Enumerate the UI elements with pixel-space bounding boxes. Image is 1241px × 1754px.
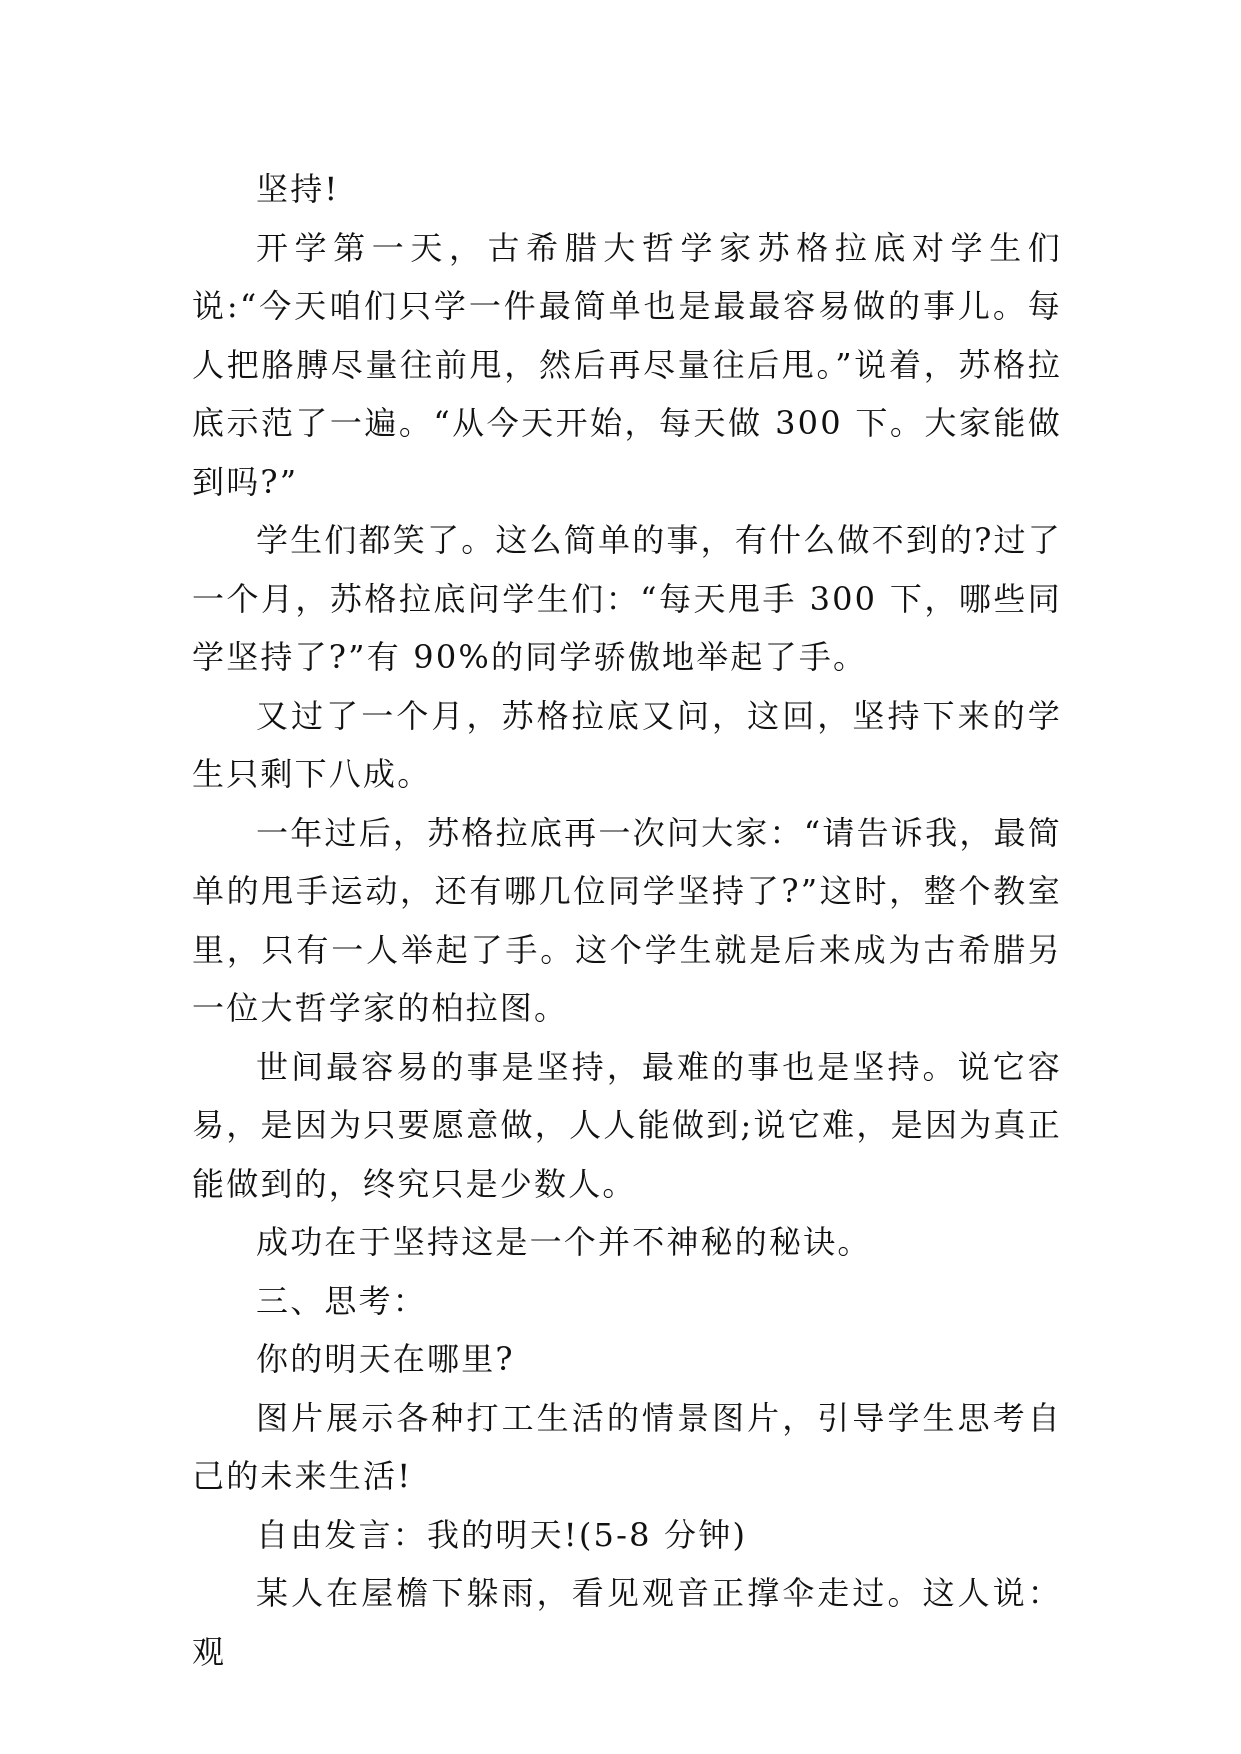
- paragraph-one-month: 学生们都笑了。这么简单的事，有什么做不到的?过了一个月，苏格拉底问学生们：“每天甩手 300 下，哪些同学坚持了?”有 90%的同学骄傲地举起了手。: [192, 521, 1062, 676]
- document-body: [192, 160, 1062, 1681]
- paragraph-first-day: 开学第一天，古希腊大哲学家苏格拉底对学生们说:“今天咱们只学一件最简单也是最最容易做的事儿。每人把胳膊尽量往前甩，然后再尽量往后甩。”说着，苏格拉底示范了一遍。“从今天开始，每天做 300 下。大家能做到吗?”: [192, 228, 1062, 501]
- paragraph-pictures: 图片展示各种打工生活的情景图片，引导学生思考自己的未来生活!: [192, 1398, 1062, 1495]
- paragraph-one-year: 一年过后，苏格拉底再一次问大家：“请告诉我，最简单的甩手运动，还有哪几位同学坚持了?”这时，整个教室里，只有一人举起了手。这个学生就是后来成为古希腊另一位大哲学家的柏拉图。: [192, 813, 1062, 1027]
- paragraph-secret: 成功在于坚持这是一个并不神秘的秘诀。: [256, 1223, 872, 1261]
- paragraph-heading-persist: 坚持!: [256, 170, 340, 208]
- paragraph-two-months: 又过了一个月，苏格拉底又问，这回，坚持下来的学生只剩下八成。: [192, 696, 1062, 793]
- paragraph-question: 你的明天在哪里?: [256, 1340, 515, 1378]
- paragraph-easiest-hardest: 世间最容易的事是坚持，最难的事也是坚持。说它容易，是因为只要愿意做，人人能做到;说它难，是因为真正能做到的，终究只是少数人。: [192, 1047, 1062, 1203]
- section-heading-think: 三、思考：: [256, 1281, 428, 1320]
- paragraph-free-speech: 自由发言：我的明天!(5-8 分钟): [256, 1515, 748, 1554]
- paragraph-story-start: 某人在屋檐下躲雨，看见观音正撑伞走过。这人说：观: [192, 1574, 1062, 1671]
